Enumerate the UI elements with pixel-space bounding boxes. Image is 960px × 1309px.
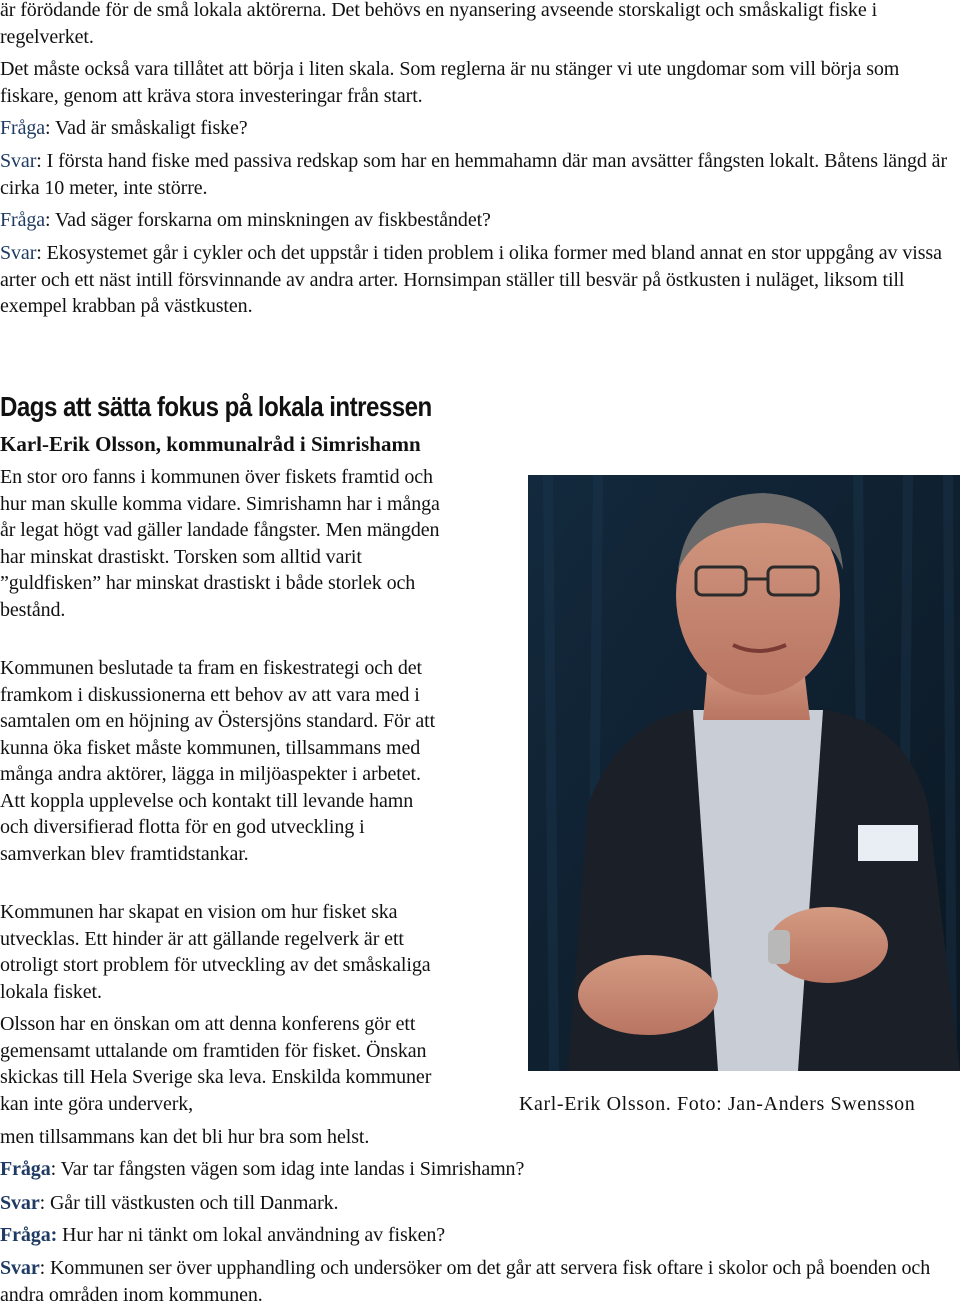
answer-researchers xyxy=(0,240,950,320)
answer-local-use xyxy=(0,1255,950,1308)
question-label: Fråga xyxy=(0,1158,51,1180)
answer-catch-destination xyxy=(0,1190,950,1217)
question-catch-destination xyxy=(0,1156,950,1183)
answer-label: Svar xyxy=(0,1257,40,1279)
photo-caption: Karl-Erik Olsson. Foto: Jan-Anders Swensson xyxy=(519,1093,916,1115)
answer-label: Svar xyxy=(0,1192,40,1214)
article-paragraph-4: Olsson har en önskan om att denna konferens gör ett gemensamt uttalande om framtiden för fisket. Önskan skickas till Hela Sverige ska leva. Enskilda kommuner kan inte göra underverk, xyxy=(0,1013,432,1115)
speaker-photo xyxy=(528,475,960,1071)
answer-text: : I första hand fiske med passiva redskap som har en hemmahamn där man avsätter fångsten lokalt. Båtens längd är cirka 10 meter, inte större. xyxy=(0,150,948,199)
question-label: Fråga: xyxy=(0,1224,58,1246)
article-byline: Karl-Erik Olsson, kommunalråd i Simrishamn xyxy=(0,432,421,456)
answer-text: : Går till västkusten och till Danmark. xyxy=(39,1192,339,1214)
answer-text: : Ekosystemet går i cykler och det uppstår i tiden problem i olika former med bland annat en stor uppgång av vissa arter och ett näst intill försvinnande av andra arter. Hornsimpan ställer till besvär på östkusten i nuläget, liksom till exempel krabban på västkusten. xyxy=(0,242,942,317)
question-label: Fråga xyxy=(0,117,46,139)
question-text: : Vad är småskaligt fiske? xyxy=(45,117,248,139)
question-text: Hur har ni tänkt om lokal användning av fisken? xyxy=(57,1224,446,1246)
article-paragraph-2: Kommunen beslutade ta fram en fiskestrategi och det framkom i diskussionerna ett behov av att vara med i samtalen om en höjning av Östersjöns standard. För att kunna öka fisket måste kommunen, tillsammans med många andra aktörer, lägga in miljöaspekter i arbetet. Att koppla upplevelse och kontakt till levande hamn och diversifierad flotta för en god utveckling i samverkan blev framtidstankar. xyxy=(0,657,436,865)
answer-label: Svar xyxy=(0,150,37,172)
question-label: Fråga xyxy=(0,209,46,231)
paragraph-start-small: Det måste också vara tillåtet att börja i liten skala. Som reglerna är nu stänger vi ute ungdomar som vill börja som fiskare, genom att kräva stora investeringar från start. xyxy=(0,58,900,107)
question-text: : Var tar fångsten vägen som idag inte landas i Simrishamn? xyxy=(50,1158,525,1180)
article-heading: Dags att sätta fokus på lokala intressen xyxy=(0,391,432,422)
answer-text: : Kommunen ser över upphandling och undersöker om det går att servera fisk oftare i skolor och på boenden och andra områden inom kommunen. xyxy=(0,1257,931,1306)
question-local-use xyxy=(0,1222,950,1249)
question-researchers xyxy=(0,207,950,234)
article-paragraph-1: En stor oro fanns i kommunen över fiskets framtid och hur man skulle komma vidare. Simrishamn har i många år legat högt vad gäller landade fångster. Men mängden har minskat drastiskt. Torsken som alltid varit ”guldfisken” har minskat drastiskt i både storlek och bestånd. xyxy=(0,466,440,621)
paragraph-intro-continued: är förödande för de små lokala aktörerna. Det behövs en nyansering avseende storskaligt och småskaligt fiske i regelverket. xyxy=(0,0,878,48)
answer-label: Svar xyxy=(0,242,37,264)
article-paragraph-4-continued: men tillsammans kan det bli hur bra som helst. xyxy=(0,1126,370,1148)
answer-small-scale-fishing xyxy=(0,148,950,201)
question-text: : Vad säger forskarna om minskningen av fiskbeståndet? xyxy=(45,209,491,231)
question-small-scale-fishing xyxy=(0,115,950,142)
article-paragraph-3: Kommunen har skapat en vision om hur fisket ska utvecklas. Ett hinder är att gällande regelverk är ett otroligt stort problem för utveckling av det småskaliga lokala fisket. xyxy=(0,901,431,1003)
